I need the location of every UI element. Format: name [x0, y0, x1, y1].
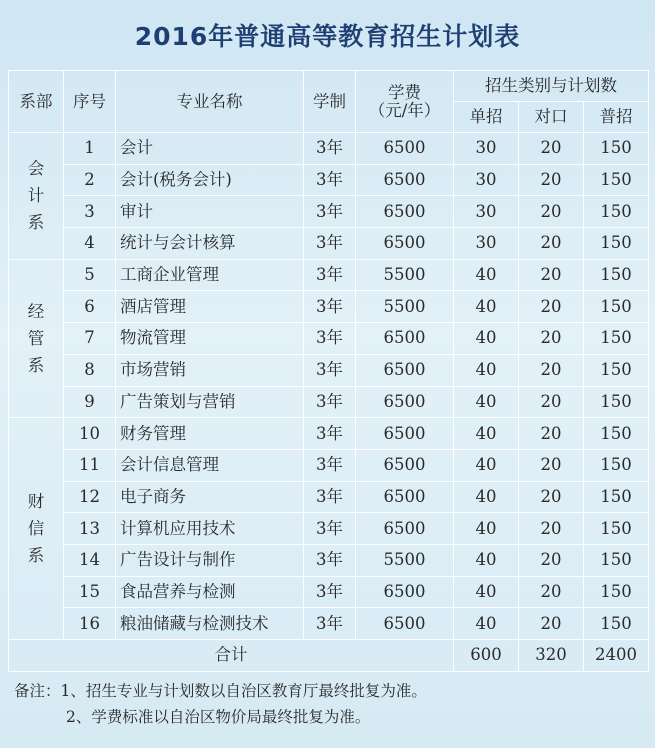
duration-cell: 3年	[304, 481, 356, 513]
seq-cell: 4	[64, 228, 116, 260]
fee-cell: 6500	[356, 513, 454, 545]
counterpart-count-cell: 20	[519, 354, 584, 386]
counterpart-count-cell: 20	[519, 576, 584, 608]
seq-cell: 1	[64, 133, 116, 165]
table-row	[9, 228, 649, 260]
duration-cell: 3年	[304, 259, 356, 291]
header-fee-line1: 学费	[388, 82, 421, 102]
duration-cell: 3年	[304, 133, 356, 165]
general-count-cell: 150	[584, 291, 649, 323]
seq-cell: 11	[64, 449, 116, 481]
general-count-cell: 150	[584, 196, 649, 228]
header-cat-counterpart: 对口	[519, 102, 584, 133]
single-count-cell: 30	[454, 228, 519, 260]
single-count-cell: 40	[454, 608, 519, 640]
fee-cell: 6500	[356, 354, 454, 386]
fee-cell: 6500	[356, 418, 454, 450]
header-major: 专业名称	[116, 71, 304, 133]
general-count-cell: 150	[584, 354, 649, 386]
header-seq: 序号	[64, 71, 116, 133]
seq-cell: 3	[64, 196, 116, 228]
header-fee-line2: （元/年）	[368, 100, 441, 120]
single-count-cell: 40	[454, 386, 519, 418]
fee-cell: 6500	[356, 449, 454, 481]
table-row	[9, 386, 649, 418]
counterpart-count-cell: 20	[519, 418, 584, 450]
single-count-cell: 30	[454, 164, 519, 196]
seq-cell: 16	[64, 608, 116, 640]
notes	[14, 678, 644, 730]
major-cell: 酒店管理	[116, 291, 304, 323]
table-row	[9, 196, 649, 228]
fee-cell: 6500	[356, 386, 454, 418]
duration-cell: 3年	[304, 323, 356, 355]
fee-cell: 6500	[356, 323, 454, 355]
totals-single: 600	[454, 640, 519, 672]
counterpart-count-cell: 20	[519, 133, 584, 165]
single-count-cell: 40	[454, 259, 519, 291]
fee-cell: 6500	[356, 164, 454, 196]
header-category-group: 招生类别与计划数	[454, 71, 649, 102]
duration-cell: 3年	[304, 354, 356, 386]
seq-cell: 9	[64, 386, 116, 418]
major-cell: 市场营销	[116, 354, 304, 386]
duration-cell: 3年	[304, 291, 356, 323]
table-row	[9, 608, 649, 640]
table-row	[9, 291, 649, 323]
single-count-cell: 40	[454, 481, 519, 513]
general-count-cell: 150	[584, 323, 649, 355]
major-cell: 审计	[116, 196, 304, 228]
fee-cell: 6500	[356, 608, 454, 640]
duration-cell: 3年	[304, 228, 356, 260]
counterpart-count-cell: 20	[519, 196, 584, 228]
counterpart-count-cell: 20	[519, 544, 584, 576]
duration-cell: 3年	[304, 576, 356, 608]
seq-cell: 14	[64, 544, 116, 576]
header-cat-single: 单招	[454, 102, 519, 133]
counterpart-count-cell: 20	[519, 513, 584, 545]
dept-cell	[9, 418, 64, 640]
single-count-cell: 30	[454, 133, 519, 165]
major-cell: 粮油储藏与检测技术	[116, 608, 304, 640]
single-count-cell: 40	[454, 354, 519, 386]
duration-cell: 3年	[304, 608, 356, 640]
fee-cell: 6500	[356, 196, 454, 228]
general-count-cell: 150	[584, 513, 649, 545]
major-cell: 工商企业管理	[116, 259, 304, 291]
major-cell: 广告设计与制作	[116, 544, 304, 576]
general-count-cell: 150	[584, 608, 649, 640]
general-count-cell: 150	[584, 133, 649, 165]
totals-row	[9, 640, 649, 672]
fee-cell: 6500	[356, 576, 454, 608]
major-cell: 计算机应用技术	[116, 513, 304, 545]
counterpart-count-cell: 20	[519, 259, 584, 291]
major-cell: 会计(税务会计)	[116, 164, 304, 196]
seq-cell: 12	[64, 481, 116, 513]
seq-cell: 15	[64, 576, 116, 608]
seq-cell: 2	[64, 164, 116, 196]
counterpart-count-cell: 20	[519, 323, 584, 355]
header-fee	[356, 71, 454, 133]
table-row	[9, 481, 649, 513]
single-count-cell: 40	[454, 576, 519, 608]
major-cell: 电子商务	[116, 481, 304, 513]
dept-name: 会计系	[27, 159, 45, 233]
seq-cell: 10	[64, 418, 116, 450]
header-dept: 系部	[9, 71, 64, 133]
note-line-1: 备注：1、招生专业与计划数以自治区教育厅最终批复为准。	[14, 682, 427, 700]
seq-cell: 8	[64, 354, 116, 386]
major-cell: 食品营养与检测	[116, 576, 304, 608]
counterpart-count-cell: 20	[519, 386, 584, 418]
duration-cell: 3年	[304, 164, 356, 196]
duration-cell: 3年	[304, 418, 356, 450]
general-count-cell: 150	[584, 544, 649, 576]
counterpart-count-cell: 20	[519, 608, 584, 640]
table-row	[9, 513, 649, 545]
major-cell: 财务管理	[116, 418, 304, 450]
major-cell: 会计	[116, 133, 304, 165]
seq-cell: 13	[64, 513, 116, 545]
note-line-2: 2、学费标准以自治区物价局最终批复为准。	[66, 708, 371, 726]
major-cell: 广告策划与营销	[116, 386, 304, 418]
header-duration: 学制	[304, 71, 356, 133]
table-row	[9, 449, 649, 481]
fee-cell: 6500	[356, 133, 454, 165]
general-count-cell: 150	[584, 576, 649, 608]
single-count-cell: 40	[454, 291, 519, 323]
fee-cell: 6500	[356, 481, 454, 513]
general-count-cell: 150	[584, 164, 649, 196]
header-cat-general: 普招	[584, 102, 649, 133]
general-count-cell: 150	[584, 386, 649, 418]
table-row	[9, 418, 649, 450]
single-count-cell: 40	[454, 544, 519, 576]
page-title: 2016年普通高等教育招生计划表	[134, 22, 521, 51]
general-count-cell: 150	[584, 228, 649, 260]
table-row	[9, 133, 649, 165]
single-count-cell: 40	[454, 513, 519, 545]
table-row	[9, 259, 649, 291]
enrollment-plan-table	[8, 70, 649, 672]
fee-cell: 5500	[356, 544, 454, 576]
table-row	[9, 323, 649, 355]
dept-cell	[9, 133, 64, 260]
general-count-cell: 150	[584, 449, 649, 481]
table-row	[9, 576, 649, 608]
major-cell: 会计信息管理	[116, 449, 304, 481]
dept-name: 财信系	[27, 492, 45, 566]
duration-cell: 3年	[304, 386, 356, 418]
general-count-cell: 150	[584, 481, 649, 513]
duration-cell: 3年	[304, 544, 356, 576]
counterpart-count-cell: 20	[519, 164, 584, 196]
general-count-cell: 150	[584, 418, 649, 450]
header-row-1	[9, 71, 649, 102]
table-row	[9, 354, 649, 386]
seq-cell: 6	[64, 291, 116, 323]
table-row	[9, 164, 649, 196]
single-count-cell: 30	[454, 196, 519, 228]
totals-counterpart: 320	[519, 640, 584, 672]
totals-label: 合计	[9, 640, 454, 672]
duration-cell: 3年	[304, 449, 356, 481]
dept-name: 经管系	[27, 301, 45, 375]
dept-cell	[9, 259, 64, 417]
counterpart-count-cell: 20	[519, 449, 584, 481]
fee-cell: 5500	[356, 259, 454, 291]
counterpart-count-cell: 20	[519, 481, 584, 513]
table-row	[9, 544, 649, 576]
fee-cell: 5500	[356, 291, 454, 323]
seq-cell: 7	[64, 323, 116, 355]
major-cell: 物流管理	[116, 323, 304, 355]
single-count-cell: 40	[454, 323, 519, 355]
seq-cell: 5	[64, 259, 116, 291]
totals-general: 2400	[584, 640, 649, 672]
duration-cell: 3年	[304, 513, 356, 545]
major-cell: 统计与会计核算	[116, 228, 304, 260]
general-count-cell: 150	[584, 259, 649, 291]
counterpart-count-cell: 20	[519, 291, 584, 323]
single-count-cell: 40	[454, 418, 519, 450]
duration-cell: 3年	[304, 196, 356, 228]
counterpart-count-cell: 20	[519, 228, 584, 260]
fee-cell: 6500	[356, 228, 454, 260]
single-count-cell: 40	[454, 449, 519, 481]
